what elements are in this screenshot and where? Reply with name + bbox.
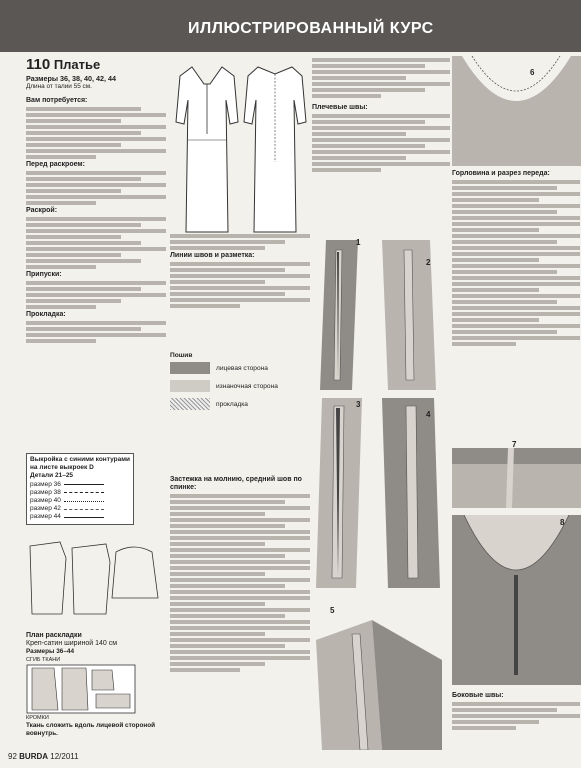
sizes-line: Размеры 36, 38, 40, 42, 44: [26, 75, 116, 83]
legend-row: [30, 497, 130, 505]
text-line: [170, 268, 285, 272]
text-line: [170, 578, 310, 582]
shoulder-title: Плечевые швы:: [312, 104, 368, 111]
diagram-8: [452, 515, 581, 685]
swatch-back: [170, 380, 210, 392]
text-line: [26, 327, 141, 331]
text-line: [452, 264, 580, 268]
text-line: [26, 229, 166, 233]
middle-column-lower: [170, 474, 310, 744]
text-line: [26, 235, 121, 239]
text-line: [26, 247, 166, 251]
length-line: Длина от талии 55 см.: [26, 83, 92, 90]
text-line: [26, 189, 121, 193]
text-line: [452, 192, 580, 196]
side-title: Боковые швы:: [452, 692, 504, 699]
dress-sketch-front: [172, 62, 242, 237]
right-column-text: [452, 168, 580, 430]
swatch-face: [170, 362, 210, 374]
text-line: [170, 286, 310, 290]
legend-size: размер 40: [30, 497, 61, 505]
text-line: [170, 560, 310, 564]
text-line: [26, 265, 96, 269]
side-seams-text: [452, 690, 580, 750]
text-line: [170, 590, 310, 594]
issue-number: 12/2011: [50, 752, 79, 761]
text-line: [312, 126, 450, 130]
text-line: [312, 58, 450, 62]
text-line: [170, 602, 265, 606]
cutting-plan-fabric: Креп-сатин шириной 140 см: [26, 640, 118, 647]
diagram-7: [452, 438, 581, 508]
text-line: [452, 300, 557, 304]
text-line: [26, 339, 96, 343]
text-line: [170, 620, 310, 624]
text-line: [26, 119, 121, 123]
text-line: [26, 281, 166, 285]
header-banner: [0, 0, 581, 52]
diagram-number-1: 1: [356, 238, 361, 247]
diagram-number-4: 4: [426, 410, 431, 419]
text-line: [170, 506, 310, 510]
text-line: [452, 714, 580, 718]
text-line: [170, 584, 285, 588]
text-line: [452, 342, 516, 346]
legend-line: [64, 517, 104, 518]
text-line: [452, 318, 539, 322]
text-line: [170, 298, 310, 302]
text-line: [312, 88, 425, 92]
column-three-upper: [312, 56, 450, 224]
text-line: [452, 180, 580, 184]
cutting-title: Перед раскроем:: [26, 161, 85, 168]
legend-size: размер 36: [30, 480, 61, 488]
seams-legend-title: Пошив: [170, 352, 193, 359]
legend-size: размер 38: [30, 488, 61, 496]
text-line: [452, 234, 580, 238]
seams-legend-row: [170, 362, 310, 374]
neck-title: Горловина и разрез переда:: [452, 170, 550, 177]
text-line: [170, 292, 285, 296]
text-line: [26, 137, 166, 141]
legend-line: [64, 501, 104, 502]
text-line: [170, 650, 310, 654]
text-line: [170, 566, 310, 570]
text-line: [452, 726, 516, 730]
text-line: [452, 720, 539, 724]
model-number: 110: [26, 56, 51, 73]
lines-title: Линии швов и разметка:: [170, 252, 255, 259]
diagram-number-3: 3: [356, 400, 361, 409]
text-line: [26, 177, 141, 181]
diagram-3-4: [312, 398, 450, 588]
text-line: [452, 708, 557, 712]
text-line: [170, 500, 285, 504]
middle-column-upper: [170, 232, 310, 344]
text-line: [170, 240, 285, 244]
text-line: [170, 614, 285, 618]
text-line: [26, 149, 166, 153]
text-line: [170, 542, 265, 546]
dress-sketch-back: [240, 62, 310, 237]
legend-row: [30, 489, 130, 497]
text-line: [312, 138, 450, 142]
text-line: [312, 150, 450, 154]
text-line: [312, 162, 450, 166]
text-line: [170, 536, 310, 540]
seams-legend: [170, 352, 310, 416]
text-line: [452, 336, 580, 340]
text-line: [452, 330, 557, 334]
text-line: [312, 64, 425, 68]
left-column: [26, 75, 166, 430]
text-line: [170, 274, 310, 278]
diagram-6: [452, 56, 581, 166]
model-heading: [26, 56, 100, 73]
text-line: [452, 204, 580, 208]
diagram-number-8: 8: [560, 518, 565, 527]
text-line: [312, 82, 450, 86]
text-line: [452, 186, 557, 190]
text-line: [170, 246, 265, 250]
text-line: [170, 668, 240, 672]
pattern-pieces: [26, 538, 166, 618]
pattern-legend-title: Выкройка с синими контурами на листе выкроек D: [30, 456, 131, 472]
text-line: [452, 282, 580, 286]
text-line: [170, 632, 265, 636]
text-line: [26, 217, 166, 221]
layout-title: Раскрой:: [26, 207, 58, 214]
text-line: [170, 304, 240, 308]
legend-size: размер 44: [30, 513, 61, 521]
text-line: [312, 120, 425, 124]
text-line: [312, 76, 406, 80]
text-line: [170, 644, 285, 648]
text-line: [26, 253, 121, 257]
label-face: лицевая сторона: [216, 364, 268, 372]
text-line: [452, 228, 539, 232]
page-footer: [8, 752, 79, 761]
text-line: [452, 252, 580, 256]
text-line: [452, 222, 580, 226]
text-line: [170, 530, 310, 534]
text-line: [170, 572, 265, 576]
text-line: [26, 333, 166, 337]
text-line: [452, 288, 539, 292]
text-line: [26, 143, 121, 147]
text-line: [452, 306, 580, 310]
swatch-interfacing: [170, 398, 210, 410]
legend-row: [30, 513, 130, 521]
diagram-number-5: 5: [330, 606, 335, 615]
legend-row: [30, 481, 130, 489]
text-line: [170, 512, 265, 516]
diagram-number-2: 2: [426, 258, 431, 267]
model-title: Платье: [53, 57, 101, 72]
text-line: [170, 626, 310, 630]
cutting-plan-selvage: КРОМКИ: [26, 715, 49, 721]
text-line: [170, 518, 310, 522]
text-line: [170, 524, 285, 528]
text-line: [452, 216, 580, 220]
text-line: [26, 107, 141, 111]
banner-title: ИЛЛЮСТРИРОВАННЫЙ КУРС: [188, 20, 434, 37]
legend-line: [64, 484, 104, 485]
diagram-number-6: 6: [530, 68, 535, 77]
cutting-plan-fold: СГИБ ТКАНИ: [26, 657, 61, 663]
text-line: [170, 234, 310, 238]
text-line: [452, 702, 580, 706]
text-line: [26, 201, 96, 205]
label-back: изнаночная сторона: [216, 382, 278, 390]
text-line: [170, 596, 310, 600]
text-line: [452, 312, 580, 316]
text-line: [26, 113, 166, 117]
page-number: 92: [8, 752, 17, 761]
text-line: [452, 324, 580, 328]
text-line: [170, 638, 310, 642]
cutting-plan-note: Ткань сложить вдоль лицевой стороной вовнутрь.: [26, 722, 156, 737]
text-line: [452, 198, 539, 202]
pattern-legend: [26, 453, 134, 525]
text-line: [26, 287, 141, 291]
text-line: [170, 494, 310, 498]
legend-line: [64, 492, 104, 493]
diagram-5: [312, 600, 450, 750]
cutting-plan-diagram: [26, 664, 136, 714]
text-line: [312, 132, 406, 136]
text-line: [26, 259, 141, 263]
materials-title: Вам потребуется:: [26, 97, 88, 104]
text-line: [26, 125, 166, 129]
text-line: [26, 195, 166, 199]
text-line: [26, 241, 141, 245]
text-line: [26, 183, 166, 187]
text-line: [170, 662, 265, 666]
seams-legend-row: [170, 380, 310, 392]
text-line: [170, 548, 310, 552]
cutting-plan-sizes: Размеры 36–44: [26, 648, 75, 655]
text-line: [26, 293, 166, 297]
text-line: [452, 240, 557, 244]
text-line: [312, 70, 450, 74]
text-line: [312, 168, 381, 172]
text-line: [170, 608, 310, 612]
text-line: [452, 270, 557, 274]
text-line: [170, 280, 265, 284]
text-line: [170, 262, 310, 266]
text-line: [312, 114, 450, 118]
text-line: [312, 144, 425, 148]
cutting-plan-title: План раскладки: [26, 632, 82, 639]
pattern-legend-parts: Детали 21–25: [30, 472, 74, 480]
zipper-title: Застежка на молнию, средний шов по спинке:: [170, 476, 302, 491]
brand-name: BURDA: [19, 752, 49, 761]
label-interfacing: прокладка: [216, 400, 248, 408]
text-line: [170, 554, 285, 558]
legend-row: [30, 505, 130, 513]
legend-size: размер 42: [30, 505, 61, 513]
text-line: [26, 155, 96, 159]
text-line: [26, 171, 166, 175]
text-line: [26, 299, 121, 303]
text-line: [452, 276, 580, 280]
diagram-number-7: 7: [512, 440, 517, 449]
text-line: [452, 294, 580, 298]
cutting-plan: [26, 630, 168, 745]
text-line: [452, 258, 539, 262]
interfacing-title: Прокладка:: [26, 311, 66, 318]
text-line: [452, 210, 557, 214]
text-line: [170, 656, 310, 660]
text-line: [452, 246, 580, 250]
legend-line: [64, 509, 104, 510]
text-line: [26, 305, 96, 309]
text-line: [26, 131, 141, 135]
seams-legend-row: [170, 398, 310, 410]
allowances-title: Припуски:: [26, 271, 62, 278]
text-line: [312, 156, 406, 160]
text-line: [312, 94, 381, 98]
text-line: [26, 321, 166, 325]
text-line: [26, 223, 141, 227]
